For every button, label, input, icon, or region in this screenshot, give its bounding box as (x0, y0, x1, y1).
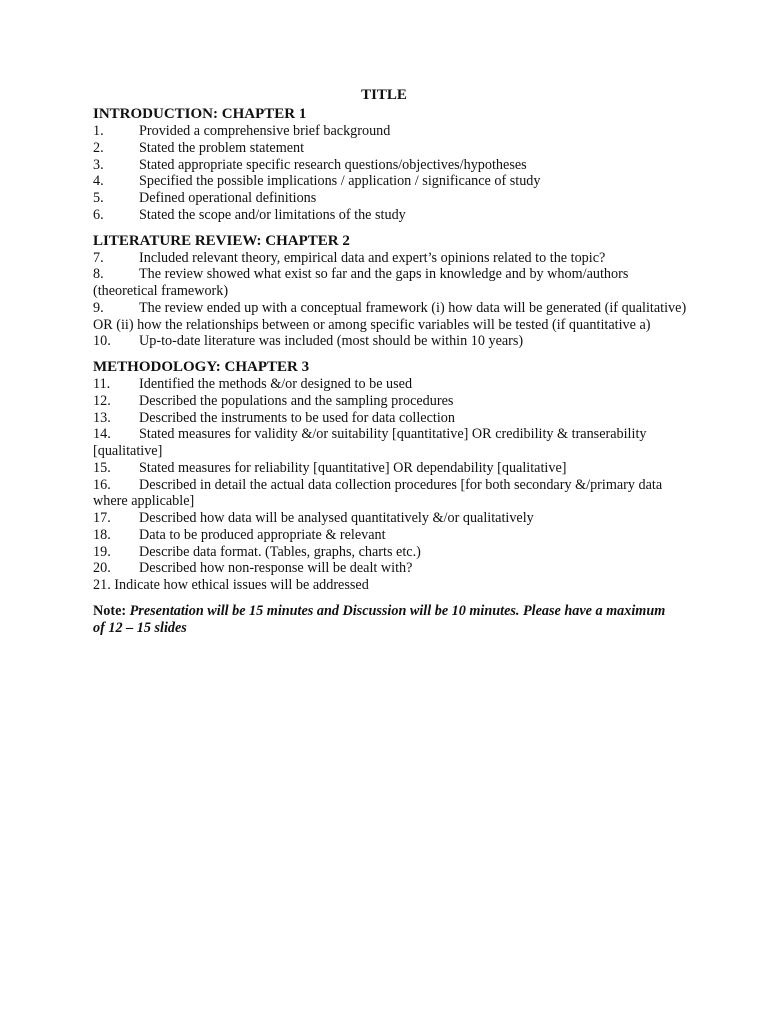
item-number: 14. (93, 426, 111, 443)
list-item (93, 393, 693, 410)
item-text: The review ended up with a conceptual framework (i) how data will be generated (if qualitative) OR (ii) how the relationships between or among specific variables will be tested (if quantitative a) (93, 299, 687, 333)
list-item (93, 123, 693, 140)
list-item: 21. Indicate how ethical issues will be addressed (93, 577, 369, 593)
list-item (93, 460, 693, 477)
section-introduction (93, 106, 693, 224)
section-methodology (93, 359, 693, 594)
presentation-note (93, 603, 673, 637)
note-text: Presentation will be 15 minutes and Discussion will be 10 minutes. Please have a maximum of 12 – 15 slides (93, 602, 666, 636)
item-number: 12. (93, 392, 111, 409)
item-text: Stated appropriate specific research questions/objectives/hypotheses (139, 156, 527, 173)
list-item (93, 140, 693, 157)
item-number: 16. (93, 476, 111, 493)
item-text: Described how data will be analysed quantitatively &/or qualitatively (139, 510, 534, 526)
item-number: 17. (93, 510, 111, 526)
item-number: 10. (93, 333, 111, 350)
section-heading: LITERATURE REVIEW: CHAPTER 2 (93, 232, 350, 249)
item-text: Described the instruments to be used for data collection (139, 409, 455, 426)
item-text: Up-to-date literature was included (most should be within 10 years) (139, 333, 524, 350)
item-number: 6. (93, 206, 104, 223)
list-item (93, 376, 693, 393)
item-text: Provided a comprehensive brief background (139, 123, 391, 139)
item-text: Described in detail the actual data collection procedures [for both secondary &/primary data where applicable] (93, 476, 663, 510)
list-item (93, 510, 693, 527)
list-item (93, 250, 693, 267)
item-number: 1. (93, 123, 104, 139)
item-text: Stated the scope and/or limitations of the study (139, 206, 406, 223)
item-number: 2. (93, 139, 104, 156)
document-page (93, 86, 693, 637)
list-item (93, 426, 693, 460)
item-text: Stated the problem statement (139, 139, 305, 156)
item-number: 13. (93, 409, 111, 426)
item-text: Included relevant theory, empirical data and expert’s opinions related to the topic? (139, 249, 606, 266)
item-number: 11. (93, 376, 111, 392)
list-item (93, 560, 693, 577)
list-item (93, 544, 693, 561)
list-item (93, 190, 693, 207)
item-text: Described how non-response will be dealt with? (139, 560, 413, 577)
item-text: Describe data format. (Tables, graphs, charts etc.) (139, 543, 421, 560)
item-number: 7. (93, 249, 104, 266)
item-number: 5. (93, 190, 104, 206)
item-number: 20. (93, 560, 111, 577)
item-text: Specified the possible implications / application / significance of study (139, 173, 541, 190)
item-number: 15. (93, 459, 111, 476)
list-item (93, 300, 693, 334)
list-item (93, 157, 693, 174)
note-label: Note: (93, 602, 127, 619)
section-literature-review (93, 233, 693, 351)
section-heading: INTRODUCTION: CHAPTER 1 (93, 106, 307, 122)
list-item (93, 333, 693, 350)
item-text: Defined operational definitions (139, 190, 317, 206)
item-number: 19. (93, 543, 111, 560)
list-item (93, 410, 693, 427)
list-item (93, 173, 693, 190)
item-text: Data to be produced appropriate & relevant (139, 526, 386, 543)
item-number: 4. (93, 173, 104, 190)
document-title: TITLE (361, 87, 407, 103)
item-text: Identified the methods &/or designed to be used (139, 376, 413, 392)
item-text: The review showed what exist so far and the gaps in knowledge and by whom/authors (theoretical framework) (93, 266, 629, 299)
list-item (93, 266, 693, 300)
section-heading: METHODOLOGY: CHAPTER 3 (93, 359, 310, 375)
item-text: Stated measures for validity &/or suitability [quantitative] OR credibility & transerability [qualitative] (93, 426, 647, 459)
item-number: 8. (93, 266, 104, 283)
item-text: Stated measures for reliability [quantitative] OR dependability [qualitative] (139, 459, 567, 476)
item-number: 18. (93, 526, 111, 543)
item-text: Described the populations and the sampling procedures (139, 392, 454, 409)
list-item (93, 477, 693, 511)
item-number: 9. (93, 299, 104, 316)
item-number: 3. (93, 156, 104, 173)
list-item (93, 207, 693, 224)
list-item (93, 527, 693, 544)
